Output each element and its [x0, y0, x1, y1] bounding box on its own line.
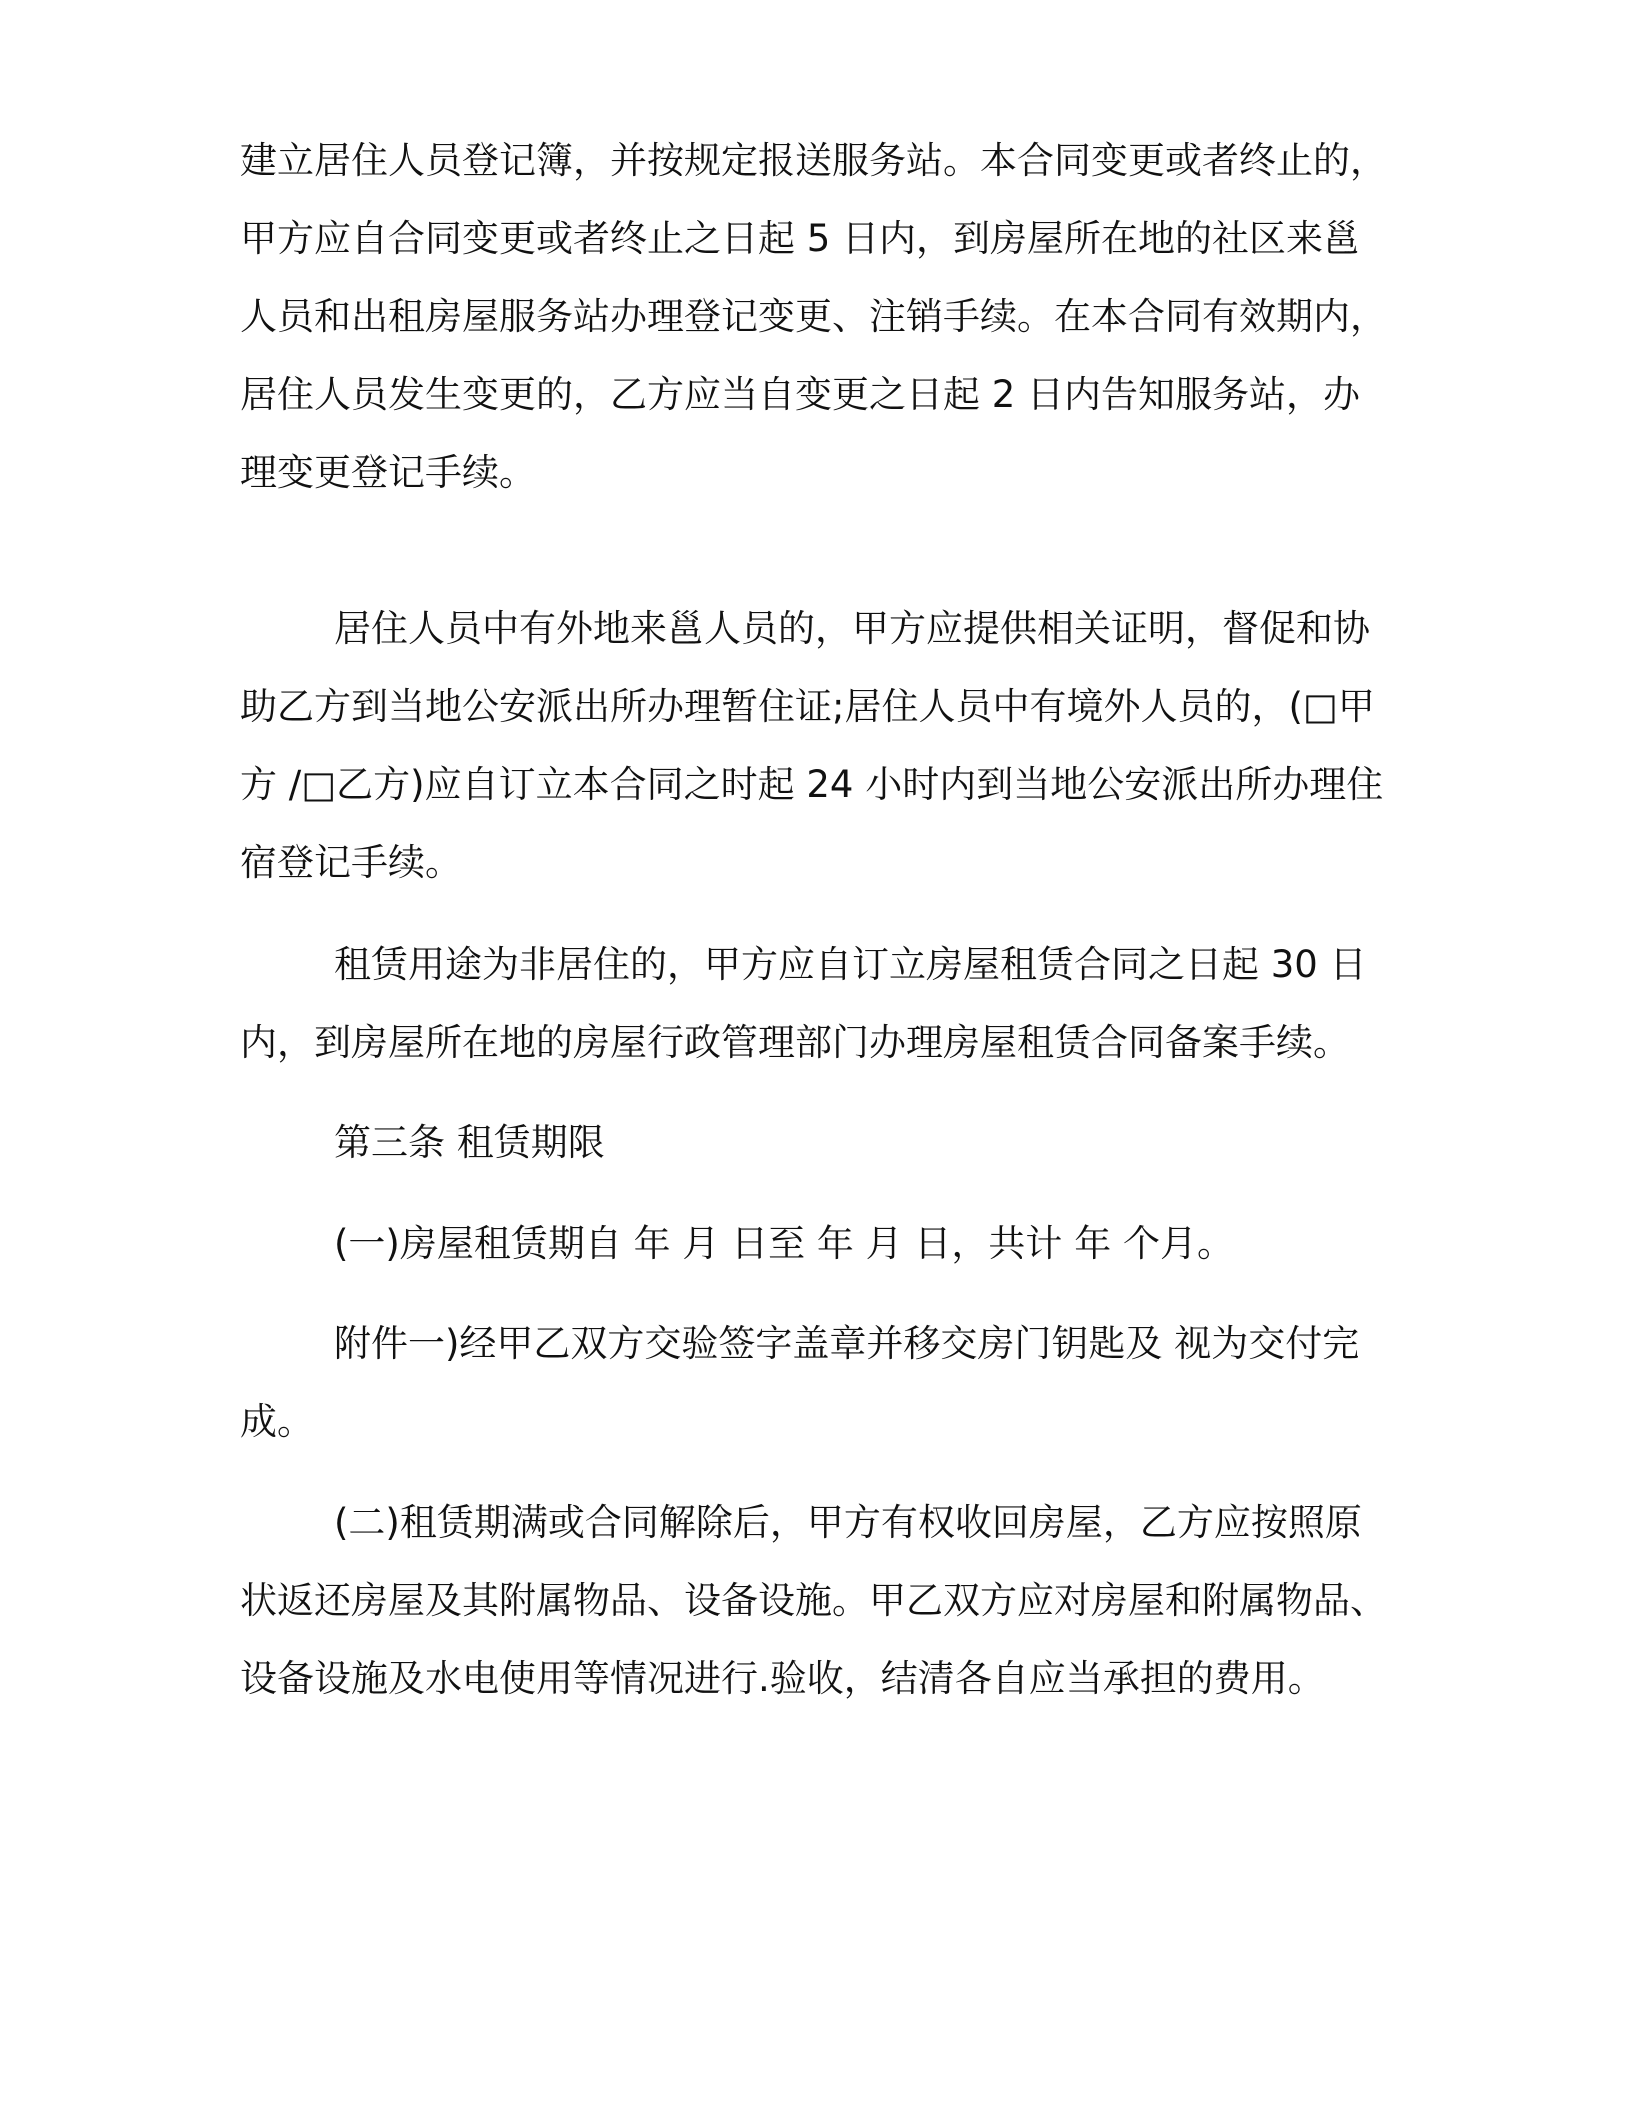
text-line: 成。 — [240, 1400, 314, 1443]
paragraph-lease-expiry — [240, 1484, 1390, 1718]
text-line: 助乙方到当地公安派出所办理暂住证;居住人员中有境外人员的，(□甲 — [240, 685, 1375, 728]
paragraph-registration-changes — [240, 122, 1390, 512]
text-line: 附件一)经甲乙双方交验签字盖章并移交房门钥匙及 视为交付完 — [334, 1322, 1360, 1365]
paragraph-non-residential-use — [240, 926, 1390, 1082]
paragraph-lease-term — [240, 1205, 1390, 1283]
text-line: 设备设施及水电使用等情况进行.验收，结清各自应当承担的费用。 — [240, 1657, 1325, 1700]
text-line: 甲方应自合同变更或者终止之日起 5 日内，到房屋所在地的社区来邕 — [240, 217, 1361, 260]
section-title: 第三条 租赁期限 — [334, 1121, 605, 1164]
text-line: (一)房屋租赁期自 年 月 日至 年 月 日，共计 年 个月。 — [334, 1222, 1234, 1265]
text-line: 人员和出租房屋服务站办理登记变更、注销手续。在本合同有效期内， — [240, 295, 1387, 338]
text-line: 方 /□乙方)应自订立本合同之时起 24 小时内到当地公安派出所办理住 — [240, 763, 1384, 806]
text-line: (二)租赁期满或合同解除后，甲方有权收回房屋，乙方应按照原 — [334, 1501, 1362, 1544]
text-line: 居住人员发生变更的，乙方应当自变更之日起 2 日内告知服务站，办 — [240, 373, 1361, 416]
text-line: 状返还房屋及其附属物品、设备设施。甲乙双方应对房屋和附属物品、 — [240, 1579, 1387, 1622]
text-line: 内，到房屋所在地的房屋行政管理部门办理房屋租赁合同备案手续。 — [240, 1021, 1350, 1064]
text-line: 居住人员中有外地来邕人员的，甲方应提供相关证明，督促和协 — [334, 607, 1370, 650]
text-line: 宿登记手续。 — [240, 841, 462, 884]
text-line: 理变更登记手续。 — [240, 451, 536, 494]
article-heading — [240, 1104, 1390, 1182]
text-line: 租赁用途为非居住的，甲方应自订立房屋租赁合同之日起 30 日 — [334, 943, 1367, 986]
paragraph-attachment-one — [240, 1305, 1390, 1461]
paragraph-residents-nonlocal — [240, 590, 1390, 902]
text-line: 建立居住人员登记簿，并按规定报送服务站。本合同变更或者终止的， — [240, 139, 1387, 182]
